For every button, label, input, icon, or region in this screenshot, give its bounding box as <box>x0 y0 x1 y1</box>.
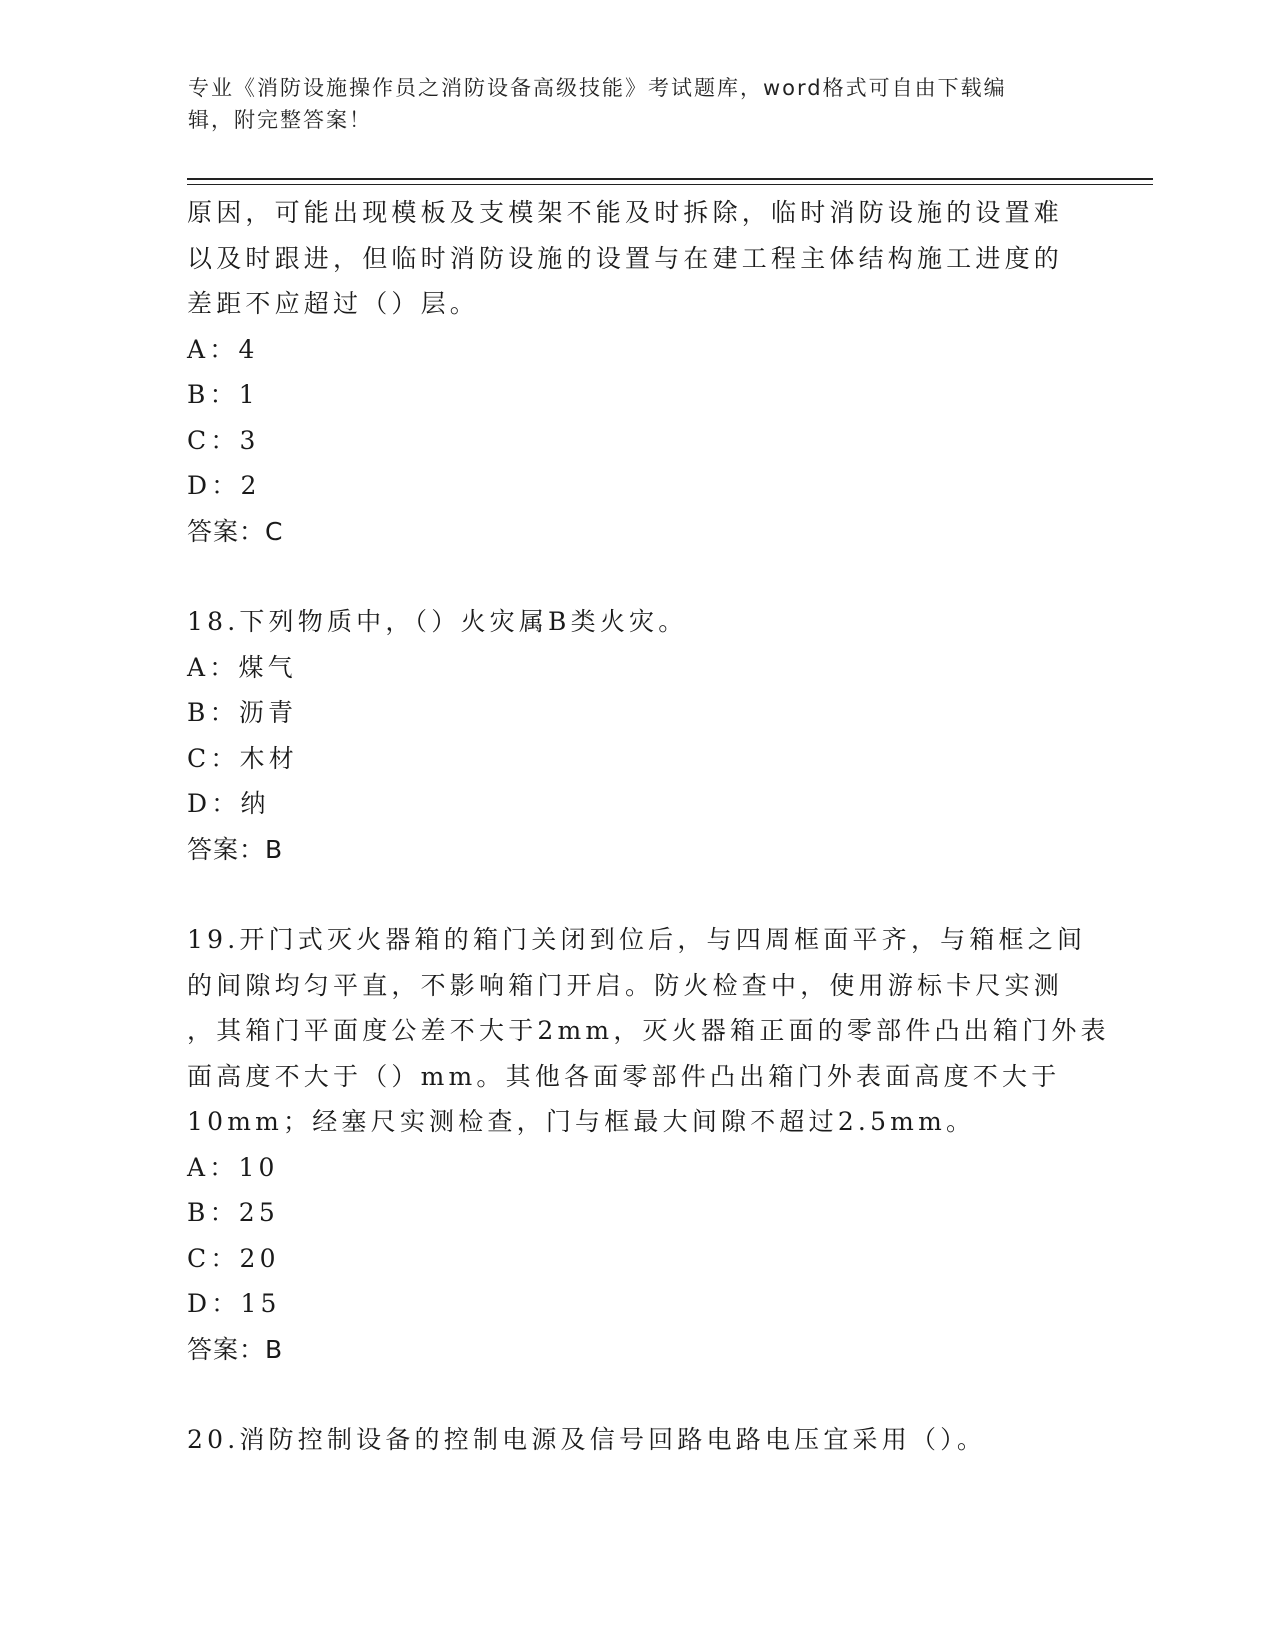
option-d: D：纳 <box>187 789 270 818</box>
question-text-line: 的间隙均匀平直，不影响箱门开启。防火检查中，使用游标卡尺实测 <box>187 970 1064 1000</box>
header-line-2: 辑，附完整答案！ <box>188 108 372 132</box>
option-c: C：20 <box>187 1243 280 1273</box>
spacer <box>187 1372 1087 1417</box>
option-b: B：1 <box>187 380 259 409</box>
question-text-line: 差距不应超过（）层。 <box>187 289 480 318</box>
question-17 <box>187 190 1087 554</box>
question-text-line: 以及时跟进，但临时消防设施的设置与在建工程主体结构施工进度的 <box>187 243 1064 273</box>
header-divider-thick <box>187 178 1153 180</box>
document-header <box>188 72 1088 136</box>
answer-line: 答案：B <box>187 1334 284 1364</box>
question-19 <box>187 917 1110 1372</box>
answer-line: 答案：C <box>187 516 284 546</box>
option-d: D：2 <box>187 471 261 500</box>
question-18 <box>187 599 1087 872</box>
answer-line: 答案：B <box>187 834 284 864</box>
option-c: C：3 <box>187 425 260 455</box>
header-line-1: 专业《消防设施操作员之消防设备高级技能》考试题库，word格式可自由下载编 <box>188 76 1007 100</box>
option-a: A：10 <box>187 1152 279 1182</box>
question-text-line: ，其箱门平面度公差不大于2mm，灭火器箱正面的零部件凸出箱门外表 <box>187 1016 1110 1045</box>
option-a: A：4 <box>187 334 259 364</box>
question-list <box>187 190 1110 1463</box>
spacer <box>187 554 1087 599</box>
option-b: B：25 <box>187 1198 279 1227</box>
question-text-line: 面高度不大于（）mm。其他各面零部件凸出箱门外表面高度不大于 <box>187 1061 1061 1091</box>
option-d: D：15 <box>187 1289 281 1318</box>
question-text-line: 10mm；经塞尺实测检查，门与框最大间隙不超过2.5mm。 <box>187 1107 976 1136</box>
question-text-line: 18.下列物质中，（）火灾属B类火灾。 <box>187 607 688 636</box>
option-a: A：煤气 <box>187 652 297 682</box>
question-text-line: 原因，可能出现模板及支模架不能及时拆除，临时消防设施的设置难 <box>187 198 1064 227</box>
question-text-line: 20.消防控制设备的控制电源及信号回路电路电压宜采用（）。 <box>187 1425 987 1454</box>
spacer <box>187 872 1087 917</box>
option-c: C：木材 <box>187 743 298 773</box>
question-20 <box>187 1417 1087 1463</box>
question-text-line: 19.开门式灭火器箱的箱门关闭到位后，与四周框面平齐，与箱框之间 <box>187 925 1087 954</box>
header-divider-thin <box>187 184 1153 185</box>
option-b: B：沥青 <box>187 698 298 727</box>
